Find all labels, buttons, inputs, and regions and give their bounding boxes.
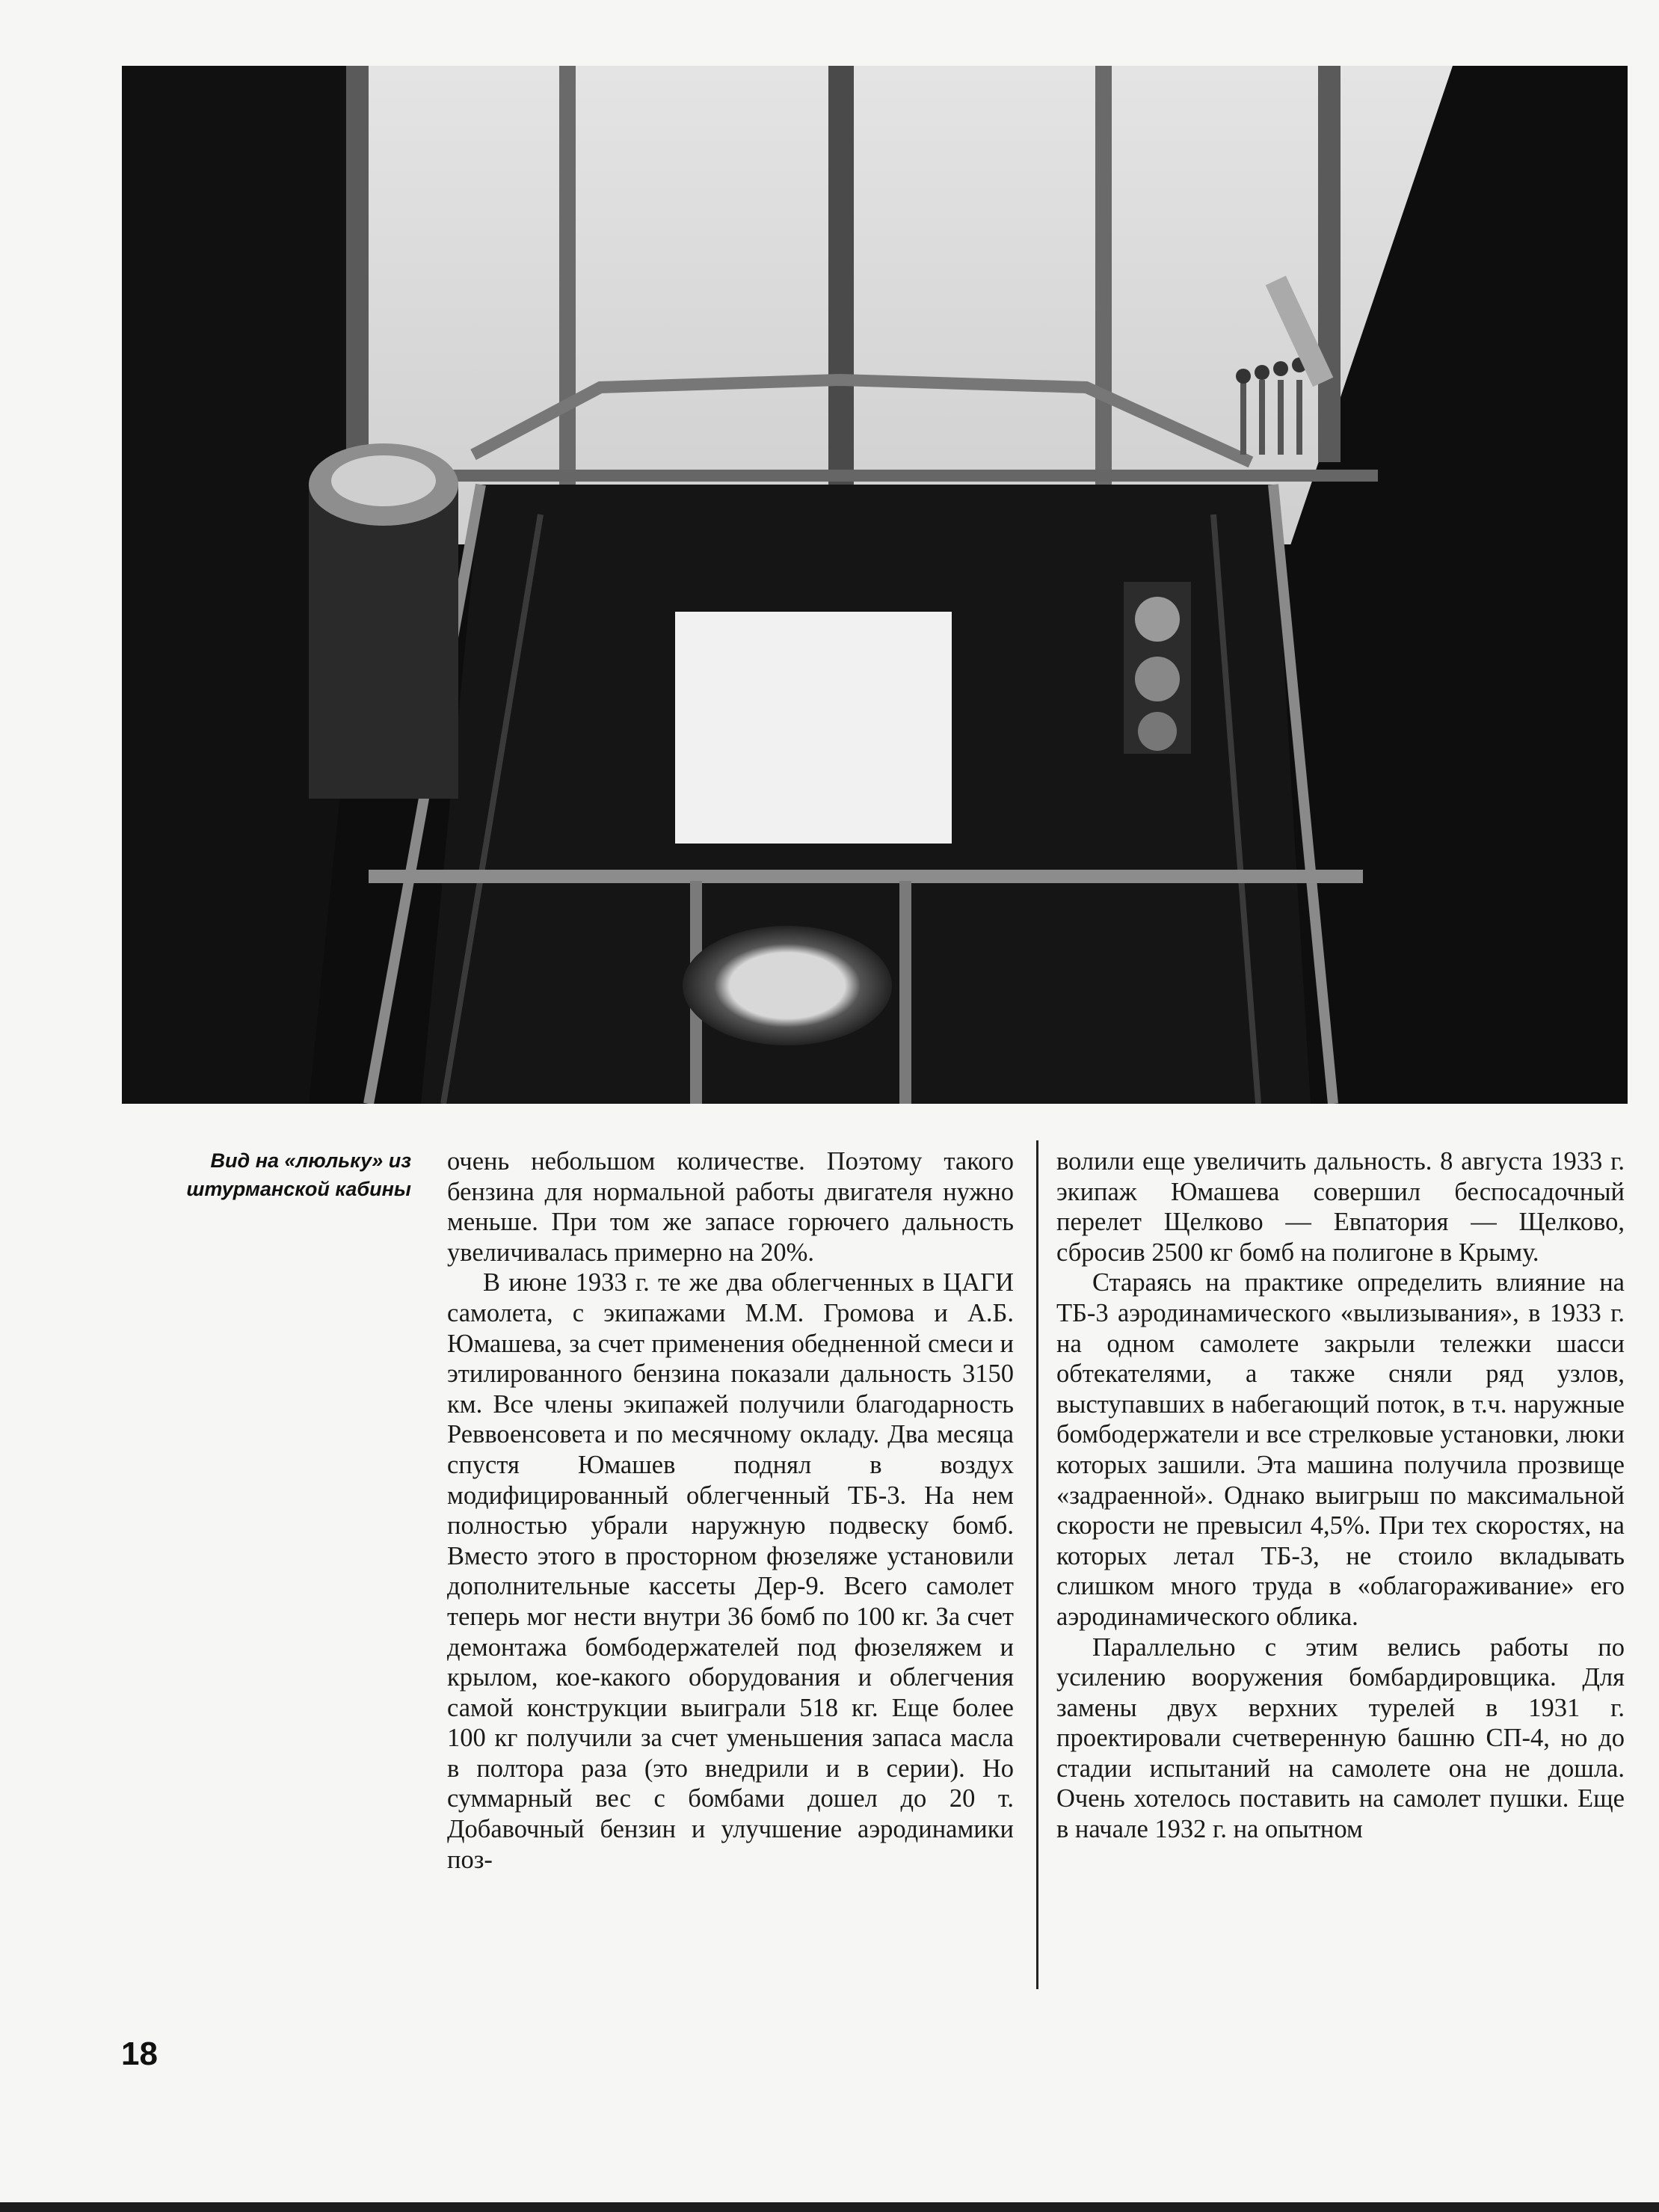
cockpit-photo [122, 66, 1628, 1104]
text-column-left [447, 1146, 1014, 1875]
paragraph: Параллельно с этим велись работы по усилению вооружения бомбардировщика. Для замены двух верхних турелей в 1931 г. проектировали счетверенную башню СП-4, но до стадии испытаний на самолете она не дошла. Очень хотелось поставить на самолет пушки. Еще в начале 1932 г. на опытном [1056, 1632, 1625, 1844]
scan-edge [0, 2202, 1659, 2212]
photo-caption [150, 1146, 411, 1203]
paragraph: очень небольшом количестве. Поэтому такого бензина для нормальной работы двигателя нужно меньше. При том же запасе горючего дальность увеличивалась примерно на 20%. [447, 1147, 1014, 1267]
caption-line-2: штурманской кабины [186, 1178, 411, 1200]
column-divider [1036, 1140, 1038, 1989]
cockpit-photo-illustration [122, 66, 1628, 1104]
paragraph: В июне 1933 г. те же два облегченных в ЦАГИ самолета, с экипажами М.М. Громова и А.Б. Юмашева, за счет применения обедненной смеси и этилированного бензина показали дальность 3150 км. Все члены экипажей получили благодарность Реввоенсовета и по месячному окладу. Два месяца спустя Юмашев поднял в воздух модифицированный облегченный ТБ-3. На нем полностью убрали наружную подвеску бомб. Вместо этого в просторном фюзеляже установили дополнительные кассеты Дер-9. Всего самолет теперь мог нести внутри 36 бомб по 100 кг. За счет демонтажа бомбодержателей под фюзеляжем и крылом, кое-какого оборудования и облегчения самой конструкции выиграли 518 кг. Еще более 100 кг получили за счет уменьшения запаса масла в полтора раза (это внедрили и в серии). Но суммарный вес с бомбами дошел до 20 т. Добавочный бензин и улучшение аэродинамики поз- [447, 1268, 1014, 1874]
page-number: 18 [121, 2036, 158, 2072]
text-column-right [1056, 1146, 1625, 1845]
paragraph: волили еще увеличить дальность. 8 августа 1933 г. экипаж Юмашева совершил беспосадочный перелет Щелково — Евпатория — Щелково, сбросив 2500 кг бомб на полигоне в Крыму. [1056, 1147, 1625, 1267]
caption-line-1: Вид на «люльку» из [210, 1149, 411, 1172]
paragraph: Стараясь на практике определить влияние на ТБ-3 аэродинамического «вылизывания», в 1933 г. на одном самолете закрыли тележки шасси обтекателями, а также сняли ряд узлов, выступавших в набегающий поток, в т.ч. наружные бомбодержатели и все стрелковые установки, люки которых зашили. Эта машина получила прозвище «задраенной». Однако выигрыш по максимальной скорости не превысил 4,5%. При тех скоростях, на которых летал ТБ-3, не стоило вкладывать слишком много труда в «облагораживание» его аэродинамического облика. [1056, 1268, 1625, 1631]
